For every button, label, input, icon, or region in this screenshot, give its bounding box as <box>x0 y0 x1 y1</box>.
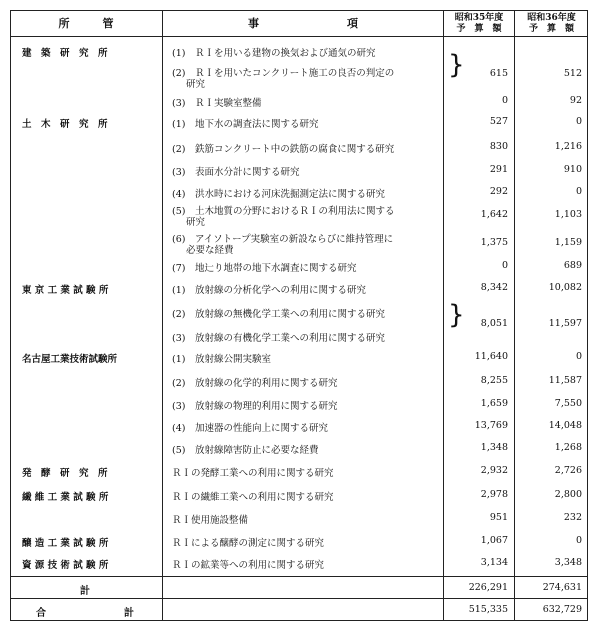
header-fy35-line1: 昭和35年度 <box>454 13 504 23</box>
item-text: (5) 土木地質の分野におけるＲＩの利用法に関する <box>172 206 395 217</box>
value-fy35: 830 <box>489 141 508 152</box>
header-divider <box>10 36 588 37</box>
value-fy35: 1,375 <box>480 237 508 248</box>
grand-total-label-left: 合 <box>36 608 46 619</box>
value-fy36: 3,348 <box>554 557 582 568</box>
item-text-cont: 必要な経費 <box>186 245 234 256</box>
grand-total-fy36: 632,729 <box>542 604 582 615</box>
grand-total-label-right: 計 <box>124 608 134 619</box>
item-text: (6) アイソトープ実験室の新設ならびに維持管理に <box>172 234 394 245</box>
item-text: (4) 洪水時における河床洗掘測定法に関する研究 <box>172 189 385 200</box>
header-jurisdiction: 所 管 <box>58 17 114 30</box>
value-fy35: 527 <box>489 116 508 127</box>
item-text: (2) 放射線の化学的利用に関する研究 <box>172 378 338 389</box>
item-text: (3) ＲＩ実験室整備 <box>172 98 262 109</box>
value-fy36: 0 <box>575 186 582 197</box>
value-fy36: 14,048 <box>548 420 582 431</box>
item-text: (2) 放射線の無機化学工業への利用に関する研究 <box>172 309 385 320</box>
org-label: 発 酵 研 究 所 <box>22 468 108 479</box>
org-label: 建 築 研 究 所 <box>22 48 108 59</box>
header-fy36 <box>515 13 588 35</box>
value-fy36: 10,082 <box>548 282 582 293</box>
value-fy35: 8,342 <box>480 282 508 293</box>
item-text: ＲＩの鉱業等への利用に関する研究 <box>172 560 325 571</box>
subtotal-label: 計 <box>80 586 90 597</box>
value-fy36: 1,103 <box>554 209 582 220</box>
brace-symbol: } <box>448 300 465 330</box>
value-fy35: 3,134 <box>480 557 508 568</box>
value-fy35: 1,642 <box>480 209 508 220</box>
value-fy36: 1,216 <box>554 141 582 152</box>
value-fy36: 0 <box>575 351 582 362</box>
item-text: (1) 地下水の調査法に関する研究 <box>172 119 319 130</box>
value-fy35: 0 <box>501 95 508 106</box>
value-fy36: 689 <box>563 260 582 271</box>
value-fy35: 951 <box>489 512 508 523</box>
item-text: (1) 放射線公開実験室 <box>172 354 271 365</box>
value-fy35: 8,051 <box>480 318 508 329</box>
brace-symbol: } <box>448 50 465 80</box>
org-label: 醸 造 工 業 試 験 所 <box>22 538 109 549</box>
item-text: ＲＩによる醸酵の測定に関する研究 <box>172 538 325 549</box>
grand-total-divider <box>10 598 588 599</box>
value-fy35: 1,348 <box>480 442 508 453</box>
value-fy36: 512 <box>563 68 582 79</box>
value-fy35: 13,769 <box>474 420 508 431</box>
value-fy36: 11,587 <box>548 375 582 386</box>
value-fy35: 2,978 <box>480 489 508 500</box>
item-text: (1) 放射線の分析化学への利用に関する研究 <box>172 285 366 296</box>
subtotal-fy36: 274,631 <box>542 582 582 593</box>
column-divider-1 <box>162 10 163 621</box>
item-text: (4) 加速器の性能向上に関する研究 <box>172 423 328 434</box>
item-text: (3) 放射線の物理的利用に関する研究 <box>172 401 338 412</box>
value-fy36: 910 <box>563 164 582 175</box>
header-fy35 <box>444 13 514 35</box>
subtotal-divider <box>10 576 588 577</box>
value-fy35: 1,067 <box>480 535 508 546</box>
item-text: ＲＩの繊維工業への利用に関する研究 <box>172 492 334 503</box>
item-text: (3) 放射線の有機化学工業への利用に関する研究 <box>172 333 385 344</box>
header-fy36-line1: 昭和36年度 <box>527 13 576 23</box>
value-fy36: 11,597 <box>548 318 582 329</box>
value-fy35: 8,255 <box>480 375 508 386</box>
value-fy35: 615 <box>489 68 508 79</box>
value-fy35: 2,932 <box>480 465 508 476</box>
value-fy35: 292 <box>489 186 508 197</box>
value-fy36: 0 <box>575 535 582 546</box>
value-fy35: 291 <box>489 164 508 175</box>
value-fy35: 1,659 <box>480 398 508 409</box>
header-fy36-line2: 予 算 額 <box>528 24 574 34</box>
value-fy36: 7,550 <box>554 398 582 409</box>
item-text: (7) 地辷り地帯の地下水調査に関する研究 <box>172 263 357 274</box>
value-fy36: 0 <box>575 116 582 127</box>
item-text: ＲＩの発酵工業への利用に関する研究 <box>172 468 334 479</box>
org-label: 資 源 技 術 試 験 所 <box>22 560 109 571</box>
value-fy36: 2,726 <box>554 465 582 476</box>
org-label: 土 木 研 究 所 <box>22 119 108 130</box>
value-fy36: 232 <box>563 512 582 523</box>
item-text: (2) 鉄筋コンクリート中の鉄筋の腐食に関する研究 <box>172 144 395 155</box>
item-text: ＲＩ使用施設整備 <box>172 515 249 526</box>
item-text: (1) ＲＩを用いる建物の換気および通気の研究 <box>172 48 376 59</box>
value-fy36: 1,159 <box>554 237 582 248</box>
value-fy36: 1,268 <box>554 442 582 453</box>
item-text-cont: 研究 <box>186 79 206 90</box>
header-matters: 事 項 <box>248 17 358 30</box>
item-text: (2) ＲＩを用いたコンクリート施工の良否の判定の <box>172 68 395 79</box>
item-text: (3) 表面水分計に関する研究 <box>172 167 300 178</box>
value-fy36: 2,800 <box>554 489 582 500</box>
org-label: 東 京 工 業 試 験 所 <box>22 285 109 296</box>
org-label: 繊 維 工 業 試 験 所 <box>22 492 109 503</box>
org-label: 名古屋工業技術試験所 <box>22 354 118 365</box>
value-fy35: 0 <box>501 260 508 271</box>
header-fy35-line2: 予 算 額 <box>456 24 502 34</box>
column-divider-3 <box>514 10 515 621</box>
value-fy35: 11,640 <box>474 351 508 362</box>
item-text: (5) 放射線障害防止に必要な経費 <box>172 445 319 456</box>
grand-total-fy35: 515,335 <box>468 604 508 615</box>
item-text-cont: 研究 <box>186 217 206 228</box>
value-fy36: 92 <box>569 95 582 106</box>
subtotal-fy35: 226,291 <box>468 582 508 593</box>
